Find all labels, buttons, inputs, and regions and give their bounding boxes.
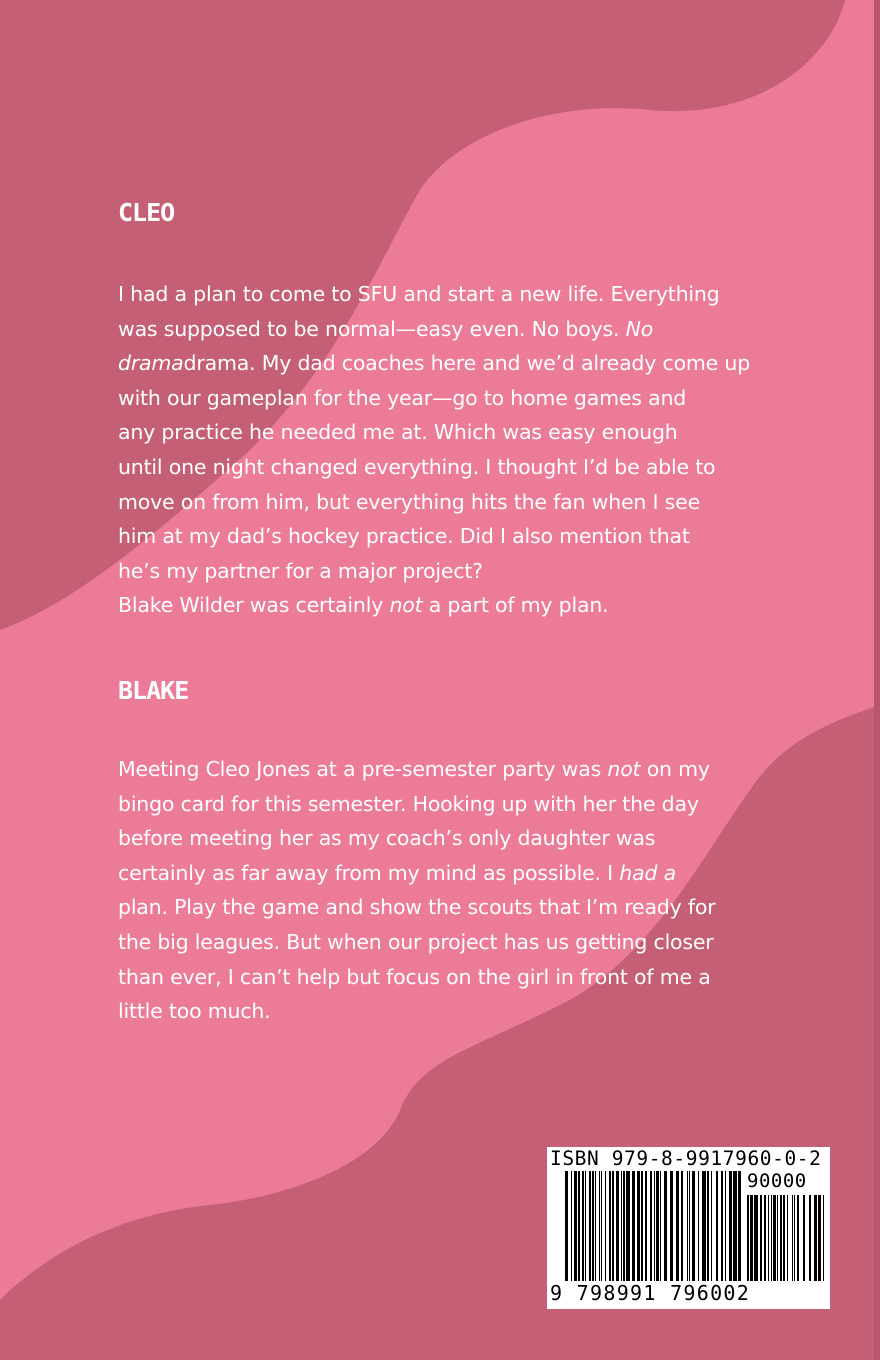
cleo-italic-no: No <box>625 316 654 341</box>
cleo-line-9: he’s my partner for a major project? <box>118 558 483 583</box>
barcode-bar <box>754 1195 758 1281</box>
barcode-bar <box>565 1171 568 1293</box>
barcode-bar <box>589 1171 591 1281</box>
barcode-bar <box>687 1171 688 1281</box>
barcode-bar <box>818 1195 821 1281</box>
barcode-bar <box>637 1171 640 1281</box>
barcode-bar <box>733 1171 737 1281</box>
barcode-bar <box>645 1171 647 1281</box>
barcode-bar <box>681 1171 683 1281</box>
barcode-bar <box>660 1171 661 1281</box>
barcode-bar <box>750 1195 753 1281</box>
barcode-bar <box>641 1171 643 1281</box>
barcode-bar <box>616 1171 619 1281</box>
cleo-line-3 <box>118 346 751 381</box>
blake-italic-not: not <box>607 757 641 781</box>
blake-line-3: before meeting her as my coach’s only daughter was <box>118 826 656 851</box>
cleo-line-10 <box>118 588 728 623</box>
barcode-bar <box>654 1171 655 1293</box>
barcode-bar <box>574 1171 577 1281</box>
barcode-bar <box>773 1195 776 1281</box>
cleo-line-2-text: was supposed to be normal—easy even. No boys. <box>118 316 626 341</box>
barcode-bar <box>783 1195 785 1281</box>
barcode-bar <box>729 1171 732 1281</box>
cleo-blurb <box>118 277 751 623</box>
barcode-bar <box>601 1171 602 1281</box>
price-addon-bars <box>747 1195 825 1293</box>
barcode-bar <box>721 1171 723 1281</box>
barcode-bar <box>571 1171 572 1281</box>
cleo-line-3-text: drama. My dad coaches here and we’d already come up <box>183 351 751 376</box>
barcode-bar <box>626 1171 630 1281</box>
isbn-label: ISBN 979-8-9917960-0-2 <box>550 1147 822 1170</box>
cleo-line-4: with our gameplan for the year—go to home games and <box>118 385 687 410</box>
cleo-line-8: him at my dad’s hockey practice. Did I also mention that <box>118 524 690 549</box>
blake-blurb <box>118 752 728 1029</box>
cleo-italic-drama: drama <box>118 351 184 376</box>
barcode-bar <box>702 1171 706 1281</box>
barcode-bar <box>578 1171 580 1281</box>
cleo-line-5: any practice he needed me at. Which was easy enough <box>118 420 678 445</box>
barcode-bar <box>582 1171 584 1281</box>
barcode-bar <box>592 1171 594 1281</box>
barcode-bar <box>711 1171 712 1281</box>
barcode-bar <box>670 1171 673 1281</box>
cleo-italic-not: not <box>389 593 423 618</box>
barcode-bar <box>605 1171 606 1281</box>
barcode-bar <box>760 1195 762 1281</box>
ean-barcode-bars <box>565 1171 741 1293</box>
barcode-bar <box>747 1195 749 1281</box>
cleo-line-7: move on from him, but everything hits the fan when I see <box>118 489 700 514</box>
blake-line-4 <box>118 856 728 891</box>
barcode-bar <box>689 1171 690 1281</box>
barcode-bar <box>664 1171 667 1281</box>
blake-line-1 <box>118 752 728 787</box>
spine-edge <box>874 0 880 1360</box>
barcode-bar <box>803 1195 805 1281</box>
price-code: 90000 <box>747 1170 807 1192</box>
barcode-bar <box>692 1171 695 1281</box>
barcode-bar <box>823 1195 824 1281</box>
blake-line-2: bingo card for this semester. Hooking up with her the day <box>118 791 699 816</box>
cleo-line-2 <box>118 312 728 347</box>
barcode-bar <box>609 1171 611 1281</box>
blake-line-4-text: certainly as far away from my mind as possible. I <box>118 860 620 885</box>
cleo-heading: CLEO <box>118 198 175 227</box>
barcode-bar <box>792 1195 793 1281</box>
barcode-bar <box>676 1171 679 1281</box>
blake-line-7: than ever, I can’t help but focus on the girl in front of me a <box>118 964 711 989</box>
blake-line-5: plan. Play the game and show the scouts that I’m ready for <box>118 895 716 920</box>
isbn-barcode <box>547 1147 830 1309</box>
barcode-bar <box>787 1195 788 1281</box>
barcode-bar <box>621 1171 622 1281</box>
ean-number: 9 798991 796002 <box>550 1281 751 1305</box>
barcode-bar <box>650 1171 652 1281</box>
barcode-bar <box>716 1171 718 1281</box>
barcode-bar <box>780 1195 782 1281</box>
barcode-bar <box>738 1171 741 1293</box>
barcode-bar <box>707 1171 709 1281</box>
cleo-line-1: I had a plan to come to SFU and start a new life. Everything <box>118 282 720 306</box>
blake-line-6: the big leagues. But when our project has us getting closer <box>118 929 714 954</box>
barcode-bar <box>632 1171 635 1281</box>
barcode-bar <box>612 1171 614 1281</box>
barcode-bar <box>777 1195 778 1281</box>
barcode-bar <box>595 1171 596 1281</box>
cleo-line-10-end: a part of my plan. <box>422 593 609 618</box>
blake-line-8: little too much. <box>118 999 271 1024</box>
barcode-bar <box>797 1195 799 1281</box>
cleo-line-10-text: Blake Wilder was certainly <box>118 593 390 618</box>
blake-line-1-end: on my <box>640 757 710 781</box>
barcode-bar <box>585 1171 586 1281</box>
barcode-bar <box>771 1195 772 1281</box>
barcode-bar <box>809 1195 811 1281</box>
barcode-bar <box>599 1171 600 1281</box>
barcode-bar <box>764 1195 766 1281</box>
barcode-bar <box>698 1171 699 1281</box>
cleo-line-6: until one night changed everything. I thought I’d be able to <box>118 454 716 479</box>
barcode-bar <box>725 1171 726 1281</box>
barcode-bar <box>768 1195 769 1281</box>
blake-italic-had: had a <box>619 860 676 885</box>
barcode-bar <box>656 1171 659 1281</box>
blake-heading: BLAKE <box>118 676 189 705</box>
barcode-bar <box>814 1195 817 1281</box>
barcode-bar <box>794 1195 795 1281</box>
barcode-bar <box>623 1171 625 1281</box>
blake-line-1-text: Meeting Cleo Jones at a pre-semester party was <box>118 757 608 781</box>
